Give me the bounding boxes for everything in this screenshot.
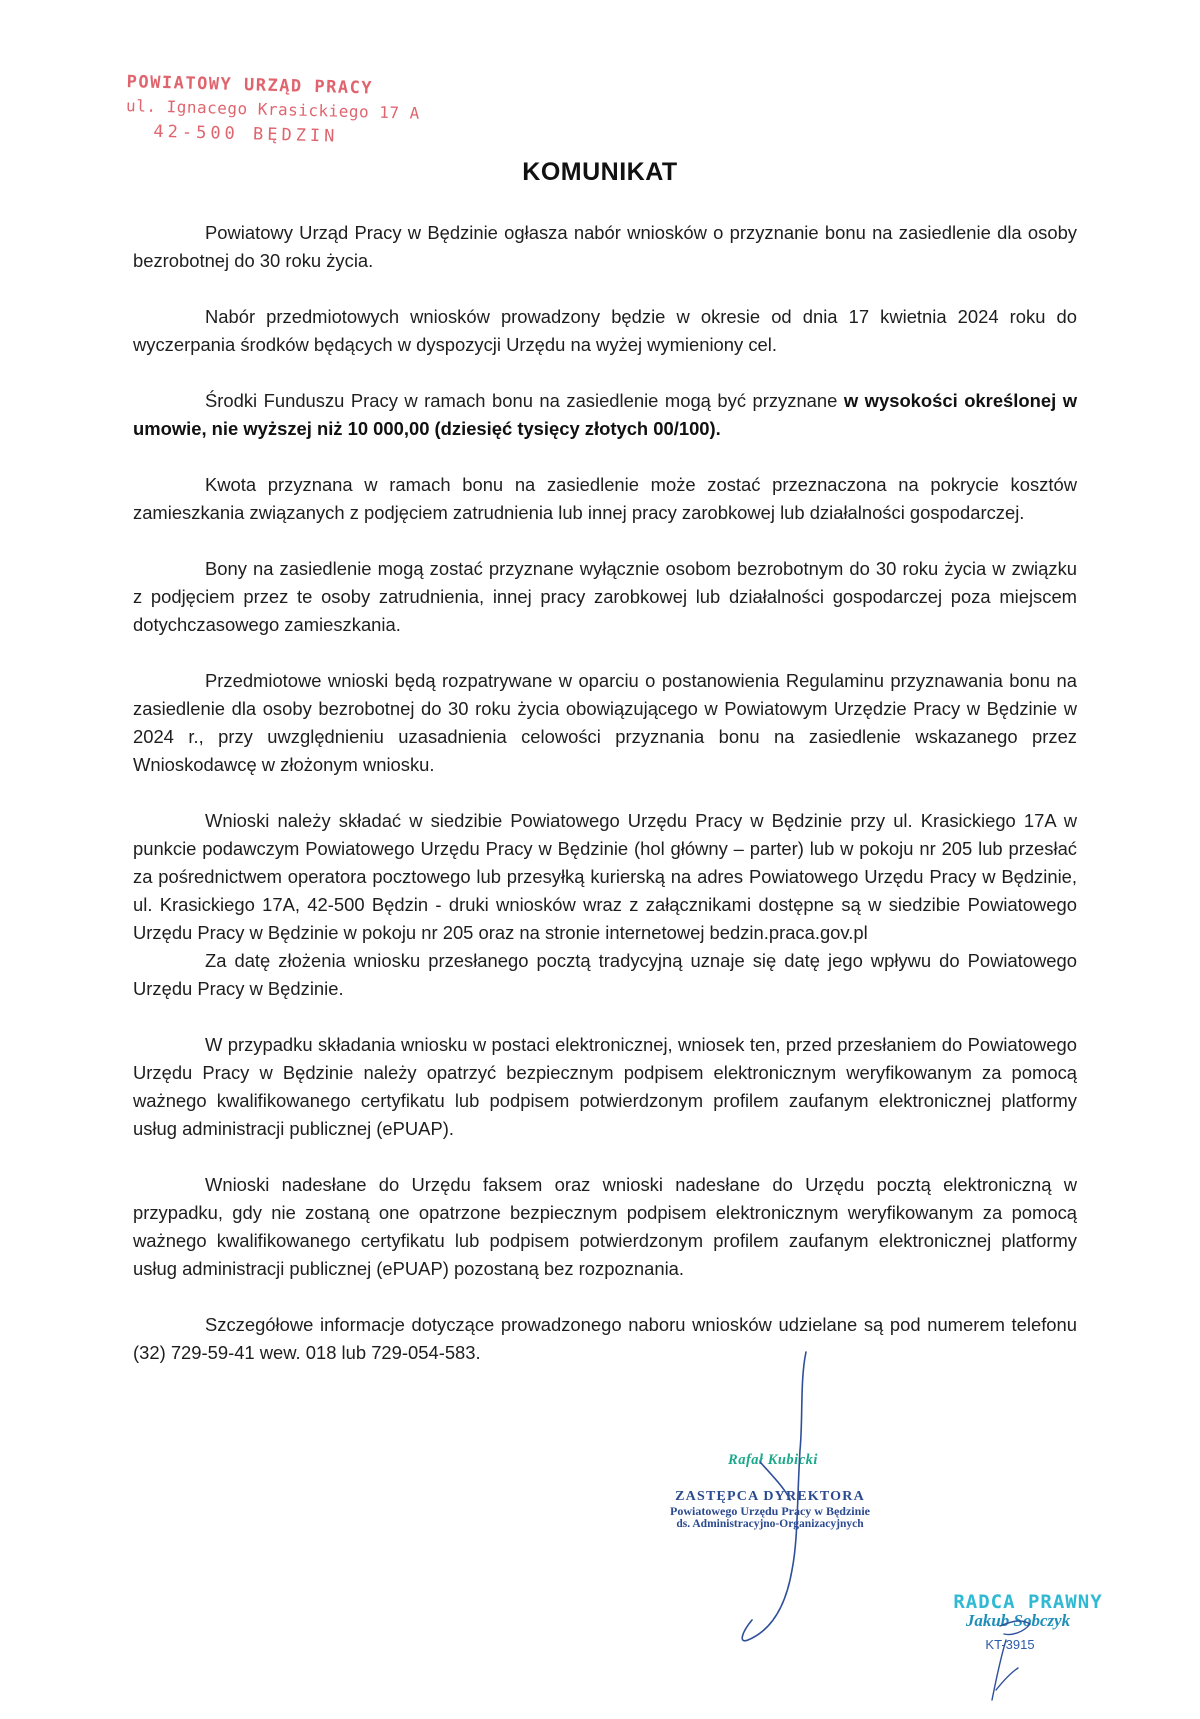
paragraph-text: Bony na zasiedlenie mogą zostać przyznane wyłącznie osobom bezrobotnym do 30 roku życia w związku z podjęciem przez te osoby zatrudnienia, innej pracy zarobkowej lub działalności gospodarczej poza miejscem dotychczasowego zamieszkania. [133,558,1077,635]
stamp-line-street: ul. Ignacego Krasickiego 17 A [125,96,421,123]
deputy-director-handwritten-signature [742,1352,806,1641]
signatory-role: ZASTĘPCA DYREKTORA [675,1489,865,1504]
paragraph-text: Środki Funduszu Pracy w ramach bonu na zasiedlenie mogą być przyznane [205,390,844,411]
signatory-organization: Powiatowego Urzędu Pracy w Będzinie [670,1504,870,1518]
paragraph-text: Nabór przedmiotowych wniosków prowadzony będzie w okresie od dnia 17 kwietnia 2024 roku do wyczerpania środków będących w dyspozycji Urzędu na wyżej wymieniony cel. [133,306,1077,355]
legal-advisor-role: RADCA PRAWNY [953,1591,1103,1613]
signatory-name: Rafał Kubicki [728,1452,818,1468]
paragraph-text: Szczegółowe informacje dotyczące prowadzonego naboru wniosków udzielane są pod numerem telefonu (32) 729-59-41 wew. 018 lub 729-054-583. [133,1314,1077,1363]
signatory-department: ds. Administracyjno-Organizacyjnych [676,1518,864,1530]
paragraph-text: Za datę złożenia wniosku przesłanego pocztą tradycyjną uznaje się datę jego wpływu do Powiatowego Urzędu Pracy w Będzinie. [133,950,1077,999]
document-title: KOMUNIKAT [522,158,678,186]
paragraph-text: Wnioski należy składać w siedzibie Powiatowego Urzędu Pracy w Będzinie przy ul. Krasickiego 17A w punkcie podawczym Powiatowego Urzędu Pracy w Będzinie (hol główny – parter) lub w pokoju nr 205 lub przesłać za pośrednictwem operatora pocztowego lub przesyłką kurierską na adres Powiatowego Urzędu Pracy w Będzinie, ul. Krasickiego 17A, 42-500 Będzin - druki wniosków wraz z załącznikami dostępne są w siedzibie Powiatowego Urzędu Pracy w Będzinie w pokoju nr 205 oraz na stronie internetowej bedzin.praca.gov.pl [133,810,1077,943]
paragraph-bold-amount: w wysokości określonej w umowie, nie wyższej niż 10 000,00 (dziesięć tysięcy złotych 00/100). [133,390,1077,439]
legal-advisor-handwritten-signature [992,1621,1030,1700]
stamp-line-city: 42-500 BĘDZIN [153,121,339,147]
paragraph-text: Kwota przyznana w ramach bonu na zasiedlenie może zostać przeznaczona na pokrycie kosztów zamieszkania związanych z podjęciem zatrudnienia lub innej pracy zarobkowej lub działalności gospodarczej. [133,474,1077,523]
paragraph-text: Powiatowy Urząd Pracy w Będzinie ogłasza nabór wniosków o przyznanie bonu na zasiedlenie dla osoby bezrobotnej do 30 roku życia. [133,222,1077,271]
paragraph-text: W przypadku składania wniosku w postaci elektronicznej, wniosek ten, przed przesłaniem do Powiatowego Urzędu Pracy w Będzinie należy opatrzyć bezpiecznym podpisem elektronicznym weryfikowanym za pomocą ważnego kwalifikowanego certyfikatu lub podpisem potwierdzonym profilem zaufanym elektronicznej platformy usług administracji publicznej (ePUAP). [133,1034,1077,1139]
paragraph-text: Przedmiotowe wnioski będą rozpatrywane w oparciu o postanowienia Regulaminu przyznawania bonu na zasiedlenie dla osoby bezrobotnej do 30 roku życia obowiązującego w Powiatowym Urzędzie Pracy w Będzinie w 2024 r., przy uwzględnieniu uzasadnienia celowości przyznania bonu na zasiedlenie wskazanego przez Wnioskodawcę w złożonym wniosku. [133,670,1077,775]
legal-advisor-number: KT-3915 [985,1637,1035,1652]
paragraph-text: Wnioski nadesłane do Urzędu faksem oraz wnioski nadesłane do Urzędu pocztą elektroniczną w przypadku, gdy nie zostaną one opatrzone bezpiecznym podpisem elektronicznym weryfikowanym za pomocą ważnego kwalifikowanego certyfikatu lub podpisem potwierdzonym profilem zaufanym elektronicznej platformy usług administracji publicznej (ePUAP) pozostaną bez rozpoznania. [133,1174,1077,1279]
legal-advisor-name: Jakub Sobczyk [965,1611,1071,1630]
stamp-line-office: POWIATOWY URZĄD PRACY [126,72,374,99]
